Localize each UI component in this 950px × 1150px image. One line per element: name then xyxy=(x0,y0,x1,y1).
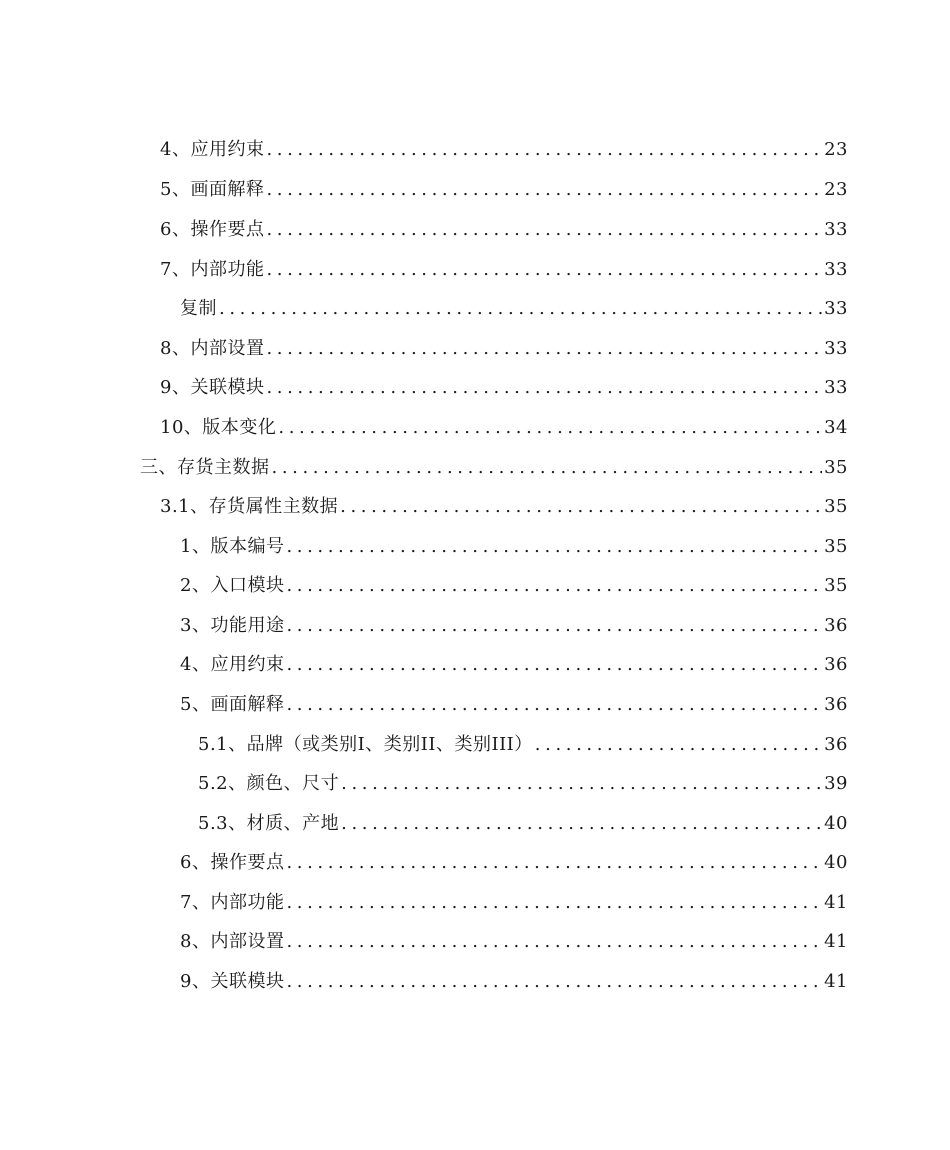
toc-entry-title: 三、存货主数据 xyxy=(140,457,270,478)
toc-entry[interactable] xyxy=(0,804,848,844)
toc-entry-title: 4、应用约束 xyxy=(180,654,285,675)
toc-entry-title: 8、内部设置 xyxy=(180,931,285,952)
toc-dot-leader xyxy=(266,368,822,408)
toc-entry-title: 2、入口模块 xyxy=(180,575,285,596)
toc-entry[interactable] xyxy=(0,487,848,527)
toc-entry-page: 35 xyxy=(824,536,848,557)
toc-entry[interactable] xyxy=(0,527,848,567)
toc-dot-leader xyxy=(266,329,822,369)
toc-entry-title: 7、内部功能 xyxy=(180,892,285,913)
toc-entry[interactable] xyxy=(0,566,848,606)
toc-entry[interactable] xyxy=(0,843,848,883)
toc-entry-title: 8、内部设置 xyxy=(160,338,265,359)
toc-entry[interactable] xyxy=(0,170,848,210)
toc-entry-page: 40 xyxy=(824,852,848,873)
toc-entry-page: 36 xyxy=(824,734,848,755)
toc-entry-page: 23 xyxy=(824,179,848,200)
toc-entry-title: 3、功能用途 xyxy=(180,615,285,636)
toc-entry-page: 33 xyxy=(824,338,848,359)
toc-dot-leader xyxy=(286,922,822,962)
toc-entry-title: 5、画面解释 xyxy=(160,179,265,200)
toc-dot-leader xyxy=(286,843,822,883)
toc-entry[interactable] xyxy=(0,962,848,1002)
toc-entry-page: 35 xyxy=(824,575,848,596)
toc-entry-page: 33 xyxy=(824,298,848,319)
toc-entry-page: 41 xyxy=(824,931,848,952)
toc-entry-page: 41 xyxy=(824,892,848,913)
toc-dot-leader xyxy=(341,764,822,804)
toc-entry-title: 9、关联模块 xyxy=(160,377,265,398)
toc-dot-leader xyxy=(286,527,822,567)
toc-entry[interactable] xyxy=(0,289,848,329)
toc-dot-leader xyxy=(286,962,822,1002)
toc-entry[interactable] xyxy=(0,130,848,170)
toc-entry-title: 5.3、材质、产地 xyxy=(198,813,340,834)
toc-dot-leader xyxy=(266,210,822,250)
toc-entry-page: 33 xyxy=(824,219,848,240)
toc-entry[interactable] xyxy=(0,250,848,290)
toc-dot-leader xyxy=(266,250,822,290)
toc-entry-title: 9、关联模块 xyxy=(180,971,285,992)
toc-entry-page: 33 xyxy=(824,259,848,280)
toc-entry-title: 6、操作要点 xyxy=(180,852,285,873)
toc-entry-page: 35 xyxy=(824,496,848,517)
toc-entry-page: 41 xyxy=(824,971,848,992)
toc-entry[interactable] xyxy=(0,764,848,804)
toc-entry[interactable] xyxy=(0,408,848,448)
toc-dot-leader xyxy=(286,566,822,606)
toc-entry-page: 34 xyxy=(824,417,848,438)
toc-entry[interactable] xyxy=(0,883,848,923)
toc-entry-title: 3.1、存货属性主数据 xyxy=(160,496,339,517)
toc-dot-leader xyxy=(278,408,822,448)
toc-dot-leader xyxy=(286,606,822,646)
toc-dot-leader xyxy=(286,685,822,725)
toc-entry-title: 6、操作要点 xyxy=(160,219,265,240)
toc-entry-page: 36 xyxy=(824,694,848,715)
toc-entry-page: 36 xyxy=(824,654,848,675)
toc-entry-page: 33 xyxy=(824,377,848,398)
toc-entry[interactable] xyxy=(0,922,848,962)
toc-entry[interactable] xyxy=(0,368,848,408)
toc-entry-title: 4、应用约束 xyxy=(160,139,265,160)
toc-dot-leader xyxy=(535,725,822,765)
toc-entry[interactable] xyxy=(0,645,848,685)
toc-entry-title: 7、内部功能 xyxy=(160,259,265,280)
toc-dot-leader xyxy=(219,289,822,329)
toc-entry-title: 5.1、品牌（或类别I、类别II、类别III） xyxy=(198,734,533,755)
toc-entry-title: 10、版本变化 xyxy=(160,417,277,438)
toc-entry-title: 1、版本编号 xyxy=(180,536,285,557)
toc-entry[interactable] xyxy=(0,448,848,488)
toc-entry-page: 35 xyxy=(824,457,848,478)
toc-dot-leader xyxy=(272,448,823,488)
toc-dot-leader xyxy=(266,170,822,210)
toc-entry-page: 40 xyxy=(824,813,848,834)
toc-entry-title: 5.2、颜色、尺寸 xyxy=(198,773,340,794)
toc-dot-leader xyxy=(286,883,822,923)
toc-entry[interactable] xyxy=(0,685,848,725)
toc-entry-title: 5、画面解释 xyxy=(180,694,285,715)
toc-entry-title: 复制 xyxy=(180,298,217,319)
toc-dot-leader xyxy=(340,487,822,527)
toc-entry[interactable] xyxy=(0,329,848,369)
toc-entry[interactable] xyxy=(0,210,848,250)
toc-dot-leader xyxy=(266,130,822,170)
toc-entry[interactable] xyxy=(0,606,848,646)
toc-dot-leader xyxy=(286,645,822,685)
toc-dot-leader xyxy=(341,804,822,844)
toc-entry-page: 36 xyxy=(824,615,848,636)
toc-entry[interactable] xyxy=(0,725,848,765)
toc-entry-page: 39 xyxy=(824,773,848,794)
toc-entry-page: 23 xyxy=(824,139,848,160)
